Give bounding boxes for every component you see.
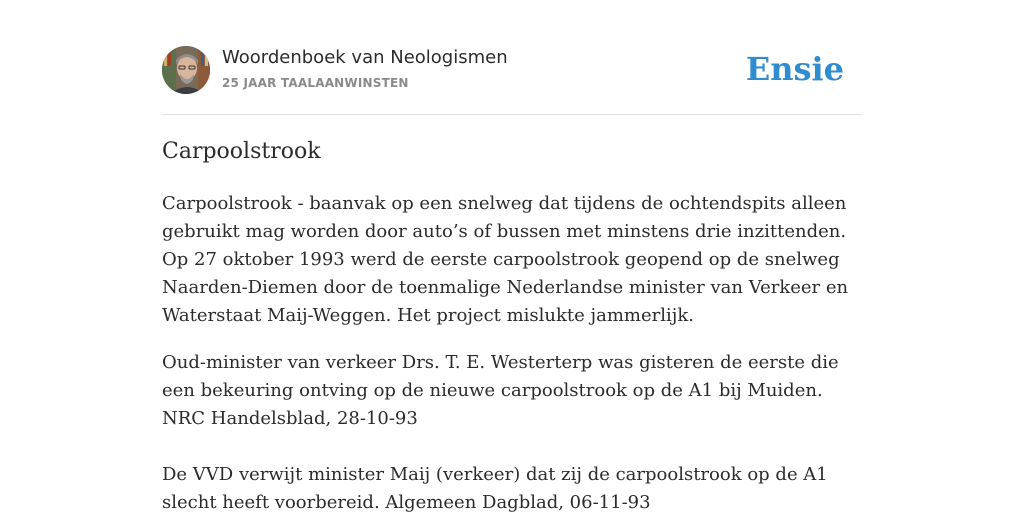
avatar-photo-icon bbox=[162, 46, 210, 94]
blog-subtitle: 25 JAAR TAALAANWINSTEN bbox=[222, 76, 409, 90]
avatar[interactable] bbox=[162, 46, 210, 94]
ensie-logo-link[interactable]: Ensie bbox=[745, 50, 844, 88]
quote-paragraph: De VVD verwijt minister Maij (verkeer) dat zij de carpoolstrook op de A1 slecht heeft voorbereid. Algemeen Dagblad, 06-11-93 bbox=[162, 464, 828, 512]
blog-title[interactable]: Woordenboek van Neologismen bbox=[222, 47, 508, 68]
site-header bbox=[162, 46, 862, 115]
definition-paragraph: Carpoolstrook - baanvak op een snelweg dat tijdens de ochtendspits alleen gebruikt mag worden door auto’s of bussen met minstens drie inzittenden. Op 27 oktober 1993 werd de eerste carpoolstrook geopend op de snelweg Naarden-Diemen door de toenmalige Nederlandse minister van Verkeer en Waterstaat Maij-Weggen. Het project mislukte jammerlijk. bbox=[162, 193, 849, 326]
quote-paragraph: Oud-minister van verkeer Drs. T. E. Westerterp was gisteren de eerste die een bekeuring ontving op de nieuwe carpoolstrook op de A1 bij Muiden. NRC Handelsblad, 28-10-93 bbox=[162, 352, 839, 429]
entry-title: Carpoolstrook bbox=[162, 139, 321, 164]
entry-content bbox=[162, 136, 862, 512]
